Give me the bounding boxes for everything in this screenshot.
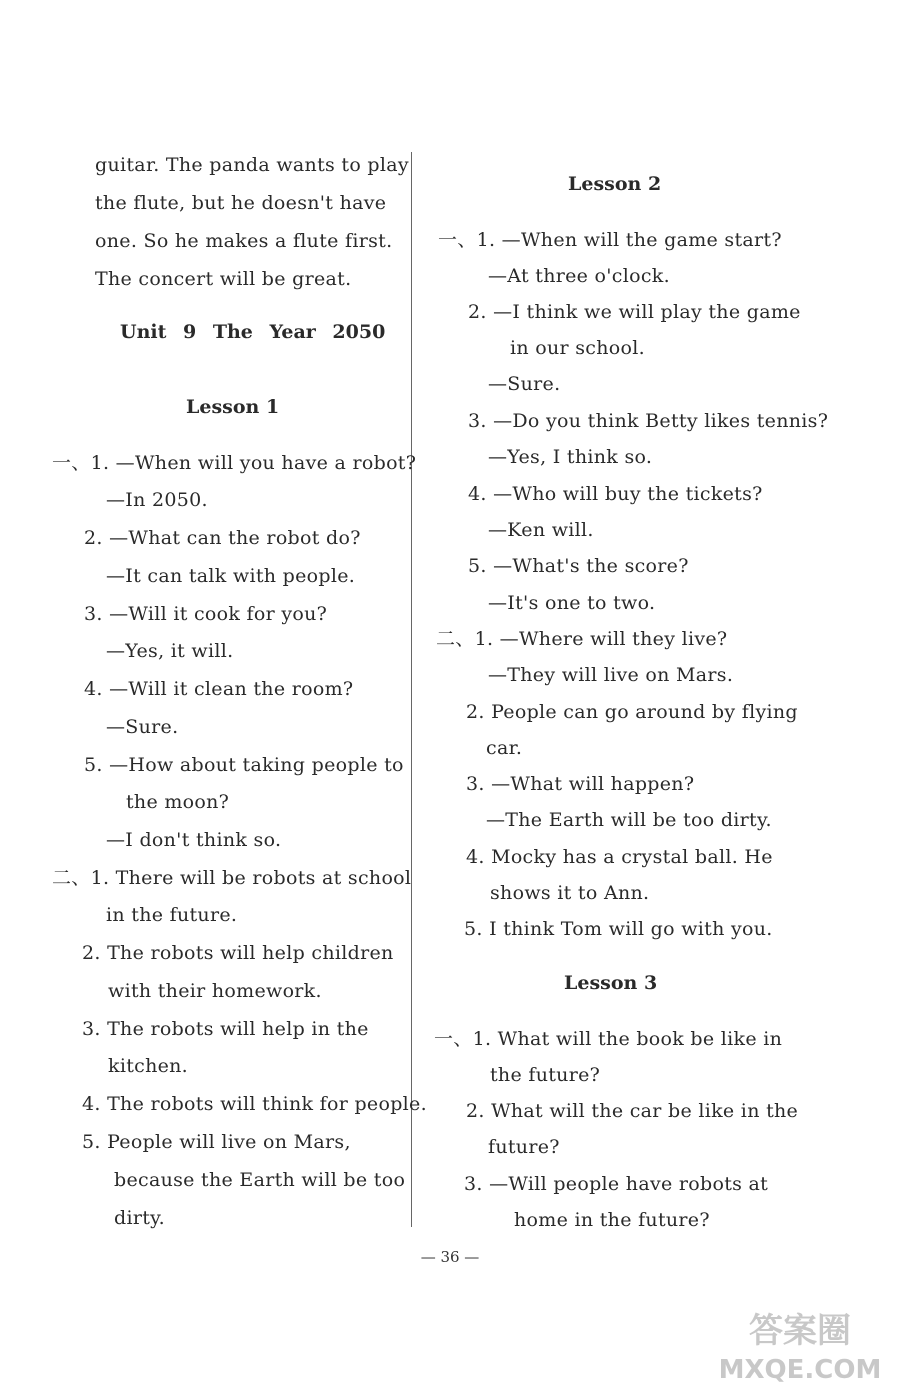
answer-line: kitchen. — [108, 1055, 189, 1077]
answer-line: 2. —I think we will play the game — [468, 301, 801, 323]
answer-line: —The Earth will be too dirty. — [486, 809, 772, 831]
answer-line: 4. —Who will buy the tickets? — [468, 483, 763, 505]
answer-line: 5. People will live on Mars, — [82, 1131, 351, 1153]
watermark-title: 答案圈 — [749, 1311, 851, 1351]
answer-line: 3. —Do you think Betty likes tennis? — [468, 410, 829, 432]
answer-line: 二、1. —Where will they live? — [436, 628, 728, 650]
answer-line: —They will live on Mars. — [488, 664, 734, 686]
answer-line: —Ken will. — [488, 519, 594, 541]
answer-line: —In 2050. — [106, 489, 208, 511]
answer-line: 3. —Will people have robots at — [464, 1173, 769, 1195]
answer-line: —It can talk with people. — [106, 565, 356, 587]
column-divider — [411, 152, 412, 1227]
answer-line: with their homework. — [108, 980, 322, 1002]
answer-line: dirty. — [114, 1207, 166, 1229]
watermark-logo — [710, 1304, 890, 1384]
answer-line: 2. —What can the robot do? — [84, 527, 361, 549]
answer-line: —It's one to two. — [488, 592, 656, 614]
intro-line: the flute, but he doesn't have — [95, 192, 387, 214]
answer-line: —Yes, I think so. — [488, 446, 653, 468]
answer-line: because the Earth will be too — [114, 1169, 406, 1191]
answer-line: 5. I think Tom will go with you. — [464, 918, 773, 940]
answer-line: 二、1. There will be robots at school — [52, 867, 412, 889]
lesson-2-title: Lesson 2 — [568, 173, 662, 195]
answer-line: —Sure. — [488, 373, 561, 395]
answer-line: 3. —Will it cook for you? — [84, 603, 328, 625]
lesson-3-title: Lesson 3 — [564, 972, 658, 994]
answer-line: home in the future? — [514, 1209, 710, 1231]
answer-line: 5. —How about taking people to — [84, 754, 404, 776]
page-number: — 36 — — [420, 1248, 480, 1266]
answer-line: car. — [486, 737, 523, 759]
answer-line: future? — [488, 1136, 560, 1158]
answer-line: 4. —Will it clean the room? — [84, 678, 354, 700]
answer-line: 4. Mocky has a crystal ball. He — [466, 846, 773, 868]
intro-line: The concert will be great. — [95, 268, 352, 290]
intro-line: guitar. The panda wants to play — [95, 154, 409, 176]
answer-line: 2. The robots will help children — [82, 942, 394, 964]
answer-line: shows it to Ann. — [490, 882, 650, 904]
answer-line: —At three o'clock. — [488, 265, 670, 287]
answer-line: in the future. — [106, 904, 238, 926]
unit-title: Unit 9 The Year 2050 — [120, 321, 386, 343]
intro-line: one. So he makes a flute first. — [95, 230, 393, 252]
answer-line: the future? — [490, 1064, 601, 1086]
watermark-url: MXQE.COM — [718, 1355, 882, 1384]
answer-line: —I don't think so. — [106, 829, 282, 851]
answer-line: 一、1. —When will you have a robot? — [52, 452, 417, 474]
answer-line: 2. People can go around by flying — [466, 701, 798, 723]
answer-line: —Sure. — [106, 716, 179, 738]
answer-line: 3. —What will happen? — [466, 773, 695, 795]
answer-line: the moon? — [126, 791, 230, 813]
answer-line: 一、1. What will the book be like in — [434, 1028, 783, 1050]
answer-line: 一、1. —When will the game start? — [438, 229, 782, 251]
answer-line: in our school. — [510, 337, 645, 359]
answer-line: —Yes, it will. — [106, 640, 234, 662]
answer-line: 5. —What's the score? — [468, 555, 689, 577]
answer-line: 3. The robots will help in the — [82, 1018, 369, 1040]
lesson-1-title: Lesson 1 — [186, 396, 280, 418]
answer-line: 4. The robots will think for people. — [82, 1093, 427, 1115]
answer-line: 2. What will the car be like in the — [466, 1100, 799, 1122]
